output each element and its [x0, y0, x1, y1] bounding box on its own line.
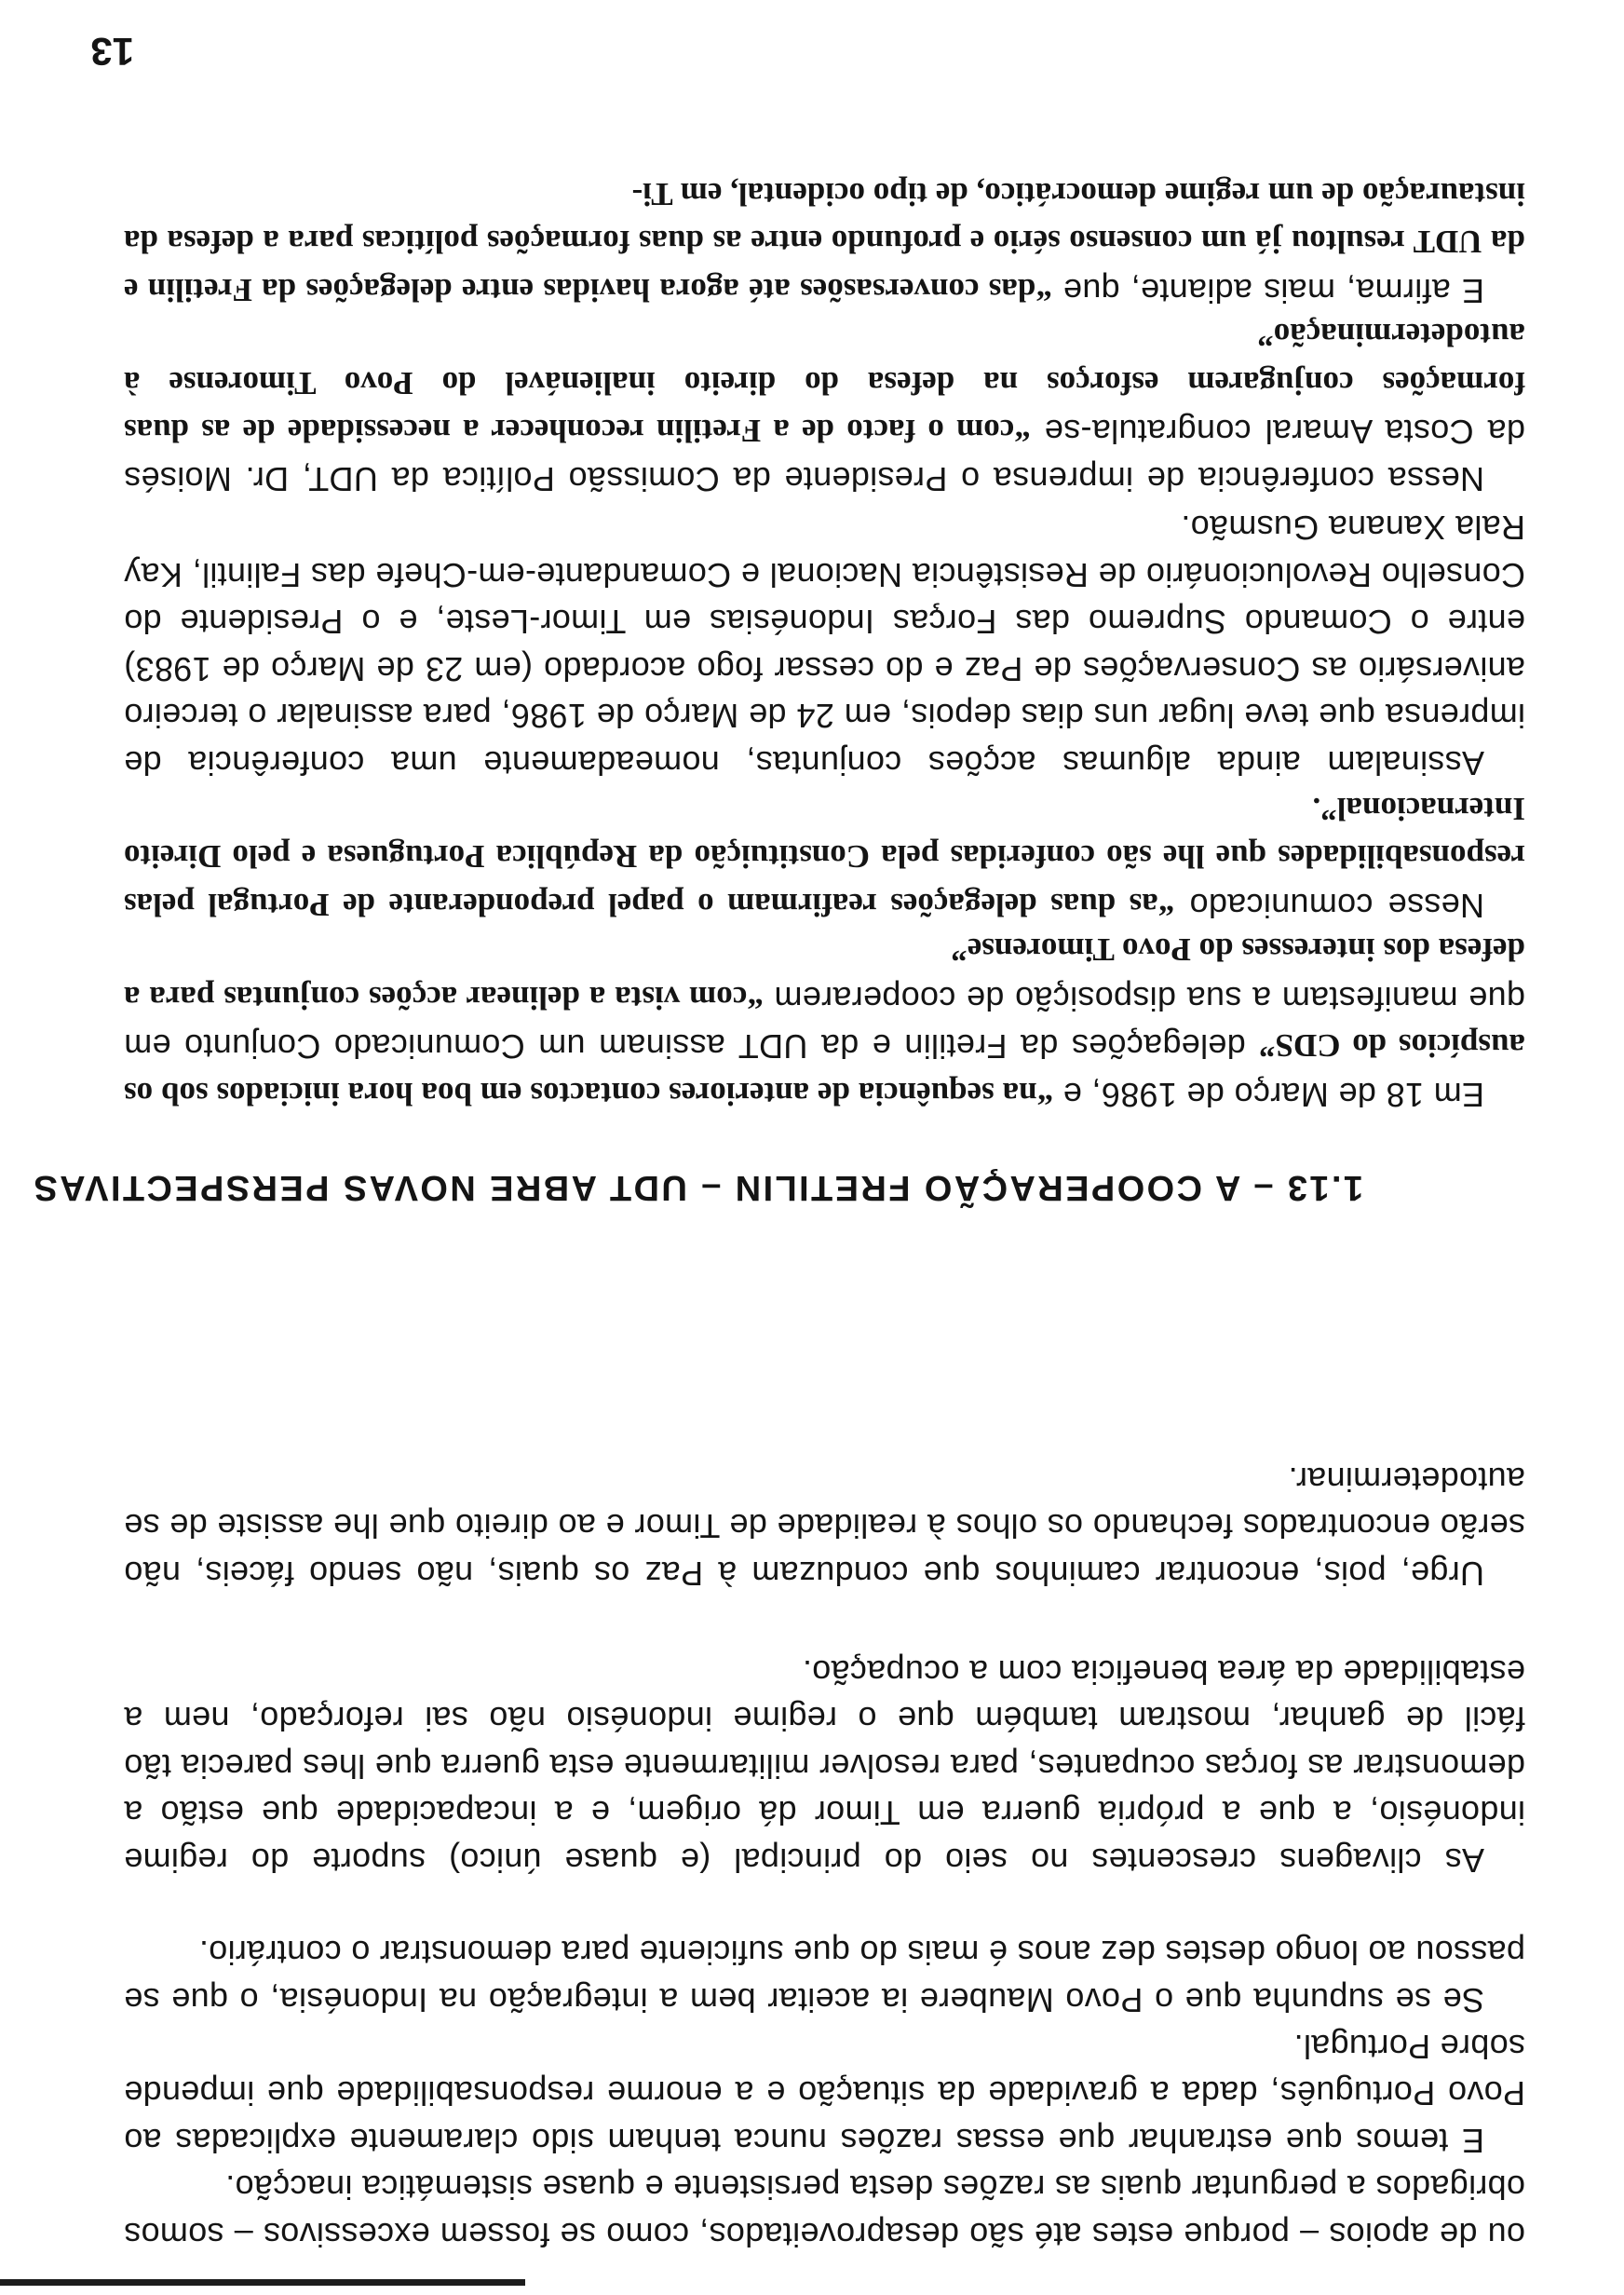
p6-rest: delegações da Fretilin e da UDT assinam um Comunicado Conjunto em que manifestam a sua disposição de cooperarem	[124, 980, 1525, 1066]
p7-quote: “as duas delegações reafirmam o papel preponderante de Portugal pelas responsabilidades que lhe são conferidas pela Constituição da República Portuguesa e pelo Direito Internacional”.	[124, 791, 1525, 923]
paragraph-portugal-responsibility: E temos que estranhar que essas razões nunca tenham sido claramente explicadas ao Povo Português, dada a gravidade da situação e a enorme responsabilidade que impende sobre Portugal.	[124, 2028, 1525, 2160]
p9-quote: “com o facto de a Fretilin reconhecer a necessidade de as duas formações conjugarem esforços na defesa do direito inalienável do Povo Timorense à autodeterminação”	[124, 317, 1525, 450]
p7-text: Nesse comunicado	[1174, 887, 1484, 925]
p10-text: E afirma, mais adiante, que	[1051, 272, 1484, 310]
scan-edge-line	[0, 2279, 525, 2286]
page-number: 13	[90, 30, 134, 74]
paragraph-udt-president	[124, 311, 1525, 502]
paragraph-integration: Se se supunha que o Povo Maubere ia aceitar bem a integração na Indonésia, o que se passou ao longo destes dez anos é mais do que suficiente para demonstrar o contrário.	[124, 1934, 1525, 2019]
p6-text: Em 18 de Março de 1986, e	[1053, 1076, 1484, 1114]
p9-text: Nessa conferência de imprensa o Presidente da Comissão Política da UDT, Dr. Moisés da Costa Amaral congratula-se	[124, 413, 1525, 498]
paragraph-communique-portugal	[124, 785, 1525, 930]
p6-quote: “na sequência de anteriores contactos em boa hora iniciados sob os auspícios do CDS”	[124, 1027, 1525, 1112]
section-heading: 1.13 – A COOPERAÇÃO FRETILIN – UDT ABRE NOVAS PERSPECTIVAS	[32, 1168, 1363, 1207]
paragraph-consensus	[124, 170, 1525, 315]
paragraph-press-conference: Assinalam ainda algumas acções conjuntas, nomeadamente uma conferência de imprensa que teve lugar uns dias depois, em 24 de Março de 1986, para assinalar o terceiro aniversário as Conservações de Paz e do cessar fogo acordado (em 23 de Março de 1983) entre o Comando Supremo das Forças Indonésias em Timor-Leste, e o Presidente do Conselho Revolucionário de Resistência Nacional e Comandante-em-Chefe das Falintil, Kay Rala Xanana Gusmão.	[124, 509, 1525, 782]
paragraph-intro: ou de apoios – porque estes até são desaproveitados, como se fossem excessivos – somos obrigados a perguntar quais as razões desta persistente e quase sistemática inacção.	[124, 2168, 1525, 2254]
paragraph-joint-communique	[124, 926, 1525, 1118]
paragraph-peace: Urge, pois, encontrar caminhos que conduzam à Paz os quais, não sendo fáceis, não serão encontrados fechando os olhos à realidade de Timor e ao direito que lhe assiste de se autodeterminar.	[124, 1460, 1525, 1593]
paragraph-divisions: As clivagens crescentes no seio do principal (e quase único) suporte do regime indonésio, a que a própria guerra em Timor dá origem, e a incapacidade que estão a demonstrar as forças ocupantes, para resolver militarmente esta guerra que lhes parecia tão fácil de ganhar, mostram também que o regime indonésio não sai reforçado, nem a estabilidade da área beneficia com a ocupação.	[124, 1653, 1525, 1880]
p10-quote: “das conversasões até agora havidas entre delegações da Fretilin e da UDT resultou já um consenso sério e profundo entre as duas formações políticas para a defesa da instauração de um regime democrático, de tipo ocidental, em Ti-	[123, 176, 1525, 308]
p6-quote-2: “com vista a delinear acções conjuntas para a defesa dos interesses do Povo Timorense”	[124, 931, 1525, 1016]
